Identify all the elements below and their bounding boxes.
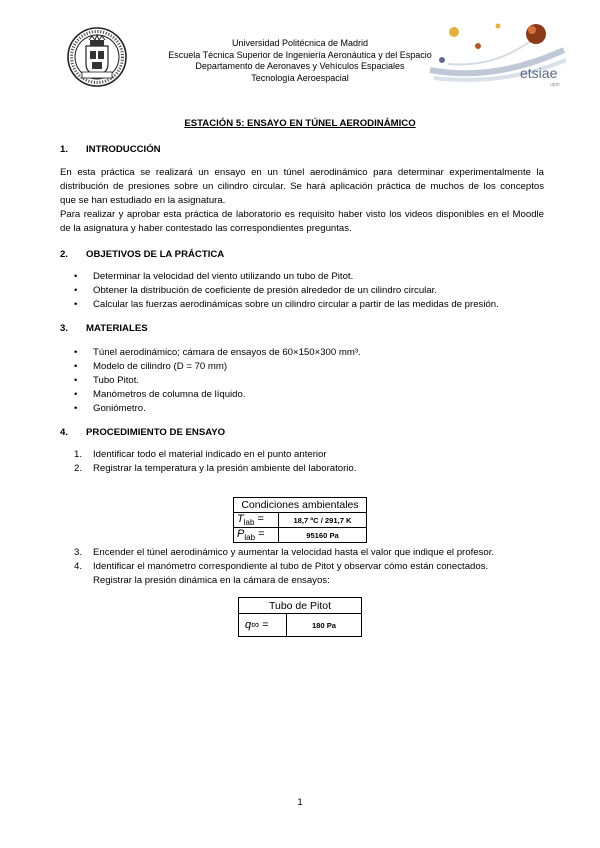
header-subject: Tecnología Aeroespacial (251, 72, 349, 83)
university-seal-logo (66, 26, 128, 88)
header-university: Universidad Politécnica de Madrid (231, 38, 369, 48)
list-item: • Tubo Pitot. (60, 374, 361, 388)
pitot-table (238, 597, 362, 637)
list-item: 4. Identificar el manómetro correspondiente al tubo de Pitot y observar cómo están conectados. (74, 561, 489, 572)
temperature-value: 18,7 ºC / 291,7 K (279, 513, 367, 528)
svg-text:etsiae: etsiae (520, 65, 558, 81)
table-header: Tubo de Pitot (239, 598, 362, 614)
header-department: Departamento de Aeronaves y Vehículos Espaciales (195, 61, 405, 71)
intro-paragraph: En esta práctica se realizará un ensayo en un túnel aerodinámico para determinar experimentalmente la distribución de presiones sobre un cilindro circular. Se hará aplicación práctica de muchos de los conceptos que se han estudiado en la asignatura. Para realizar y aprobar esta práctica de laboratorio es requisito haber visto los videos disponibles en el Moodle de la asignatura y haber contestado las correspondientes preguntas. (60, 167, 544, 234)
page-number: 1 (297, 797, 303, 808)
list-item: • Determinar la velocidad del viento utilizando un tubo de Pitot. (60, 270, 499, 284)
procedure-steps-a (60, 448, 356, 476)
list-item: • Modelo de cilindro (D = 70 mm) (60, 360, 361, 374)
procedure-steps-b (60, 546, 494, 574)
section-heading-objetivos: 2. OBJETIVOS DE LA PRÁCTICA (60, 249, 225, 260)
section-heading-procedimiento: 4. PROCEDIMIENTO DE ENSAYO (60, 427, 226, 438)
list-item: • Túnel aerodinámico; cámara de ensayos de 60×150×300 mm³. (60, 346, 361, 360)
list-item: • Obtener la distribución de coeficiente de presión alrededor de un cilindro circular. (60, 284, 499, 298)
document-title: ESTACIÓN 5: ENSAYO EN TÚNEL AERODINÁMICO (184, 118, 416, 129)
list-item: • Goniómetro. (60, 402, 361, 416)
dynamic-pressure-value: 180 Pa (287, 614, 362, 637)
dynamic-pressure-label: q∞ = (239, 614, 287, 637)
pressure-value: 95160 Pa (279, 528, 367, 543)
table-header: Condiciones ambientales (234, 498, 367, 513)
objectives-list (60, 270, 499, 312)
materials-list (60, 346, 361, 416)
pressure-label: $P_{lab}$ = (234, 528, 279, 543)
section-heading-materiales: 3. MATERIALES (60, 323, 148, 334)
list-item: 2. Registrar la temperatura y la presión ambiente del laboratorio. (74, 463, 357, 474)
list-item: 3. Encender el túnel aerodinámico y aumentar la velocidad hasta el valor que indique el profesor. (74, 547, 495, 558)
temperature-label: $T_{lab}$ = (234, 513, 279, 528)
etsiae-logo (424, 20, 572, 90)
letterhead (130, 38, 470, 84)
step4-continuation: Registrar la presión dinámica en la cámara de ensayos: (93, 575, 330, 586)
ambient-conditions-table (233, 497, 367, 543)
list-item: 1. Identificar todo el material indicado en el punto anterior (74, 449, 327, 460)
header-school: Escuela Técnica Superior de Ingeniería Aeronáutica y del Espacio (168, 49, 432, 60)
list-item: • Manómetros de columna de líquido. (60, 388, 361, 402)
section-heading-introduccion: 1. INTRODUCCIÓN (60, 144, 161, 155)
list-item: • Calcular las fuerzas aerodinámicas sobre un cilindro circular a partir de las medidas de presión. (60, 298, 499, 312)
svg-text:upm: upm (550, 82, 560, 88)
